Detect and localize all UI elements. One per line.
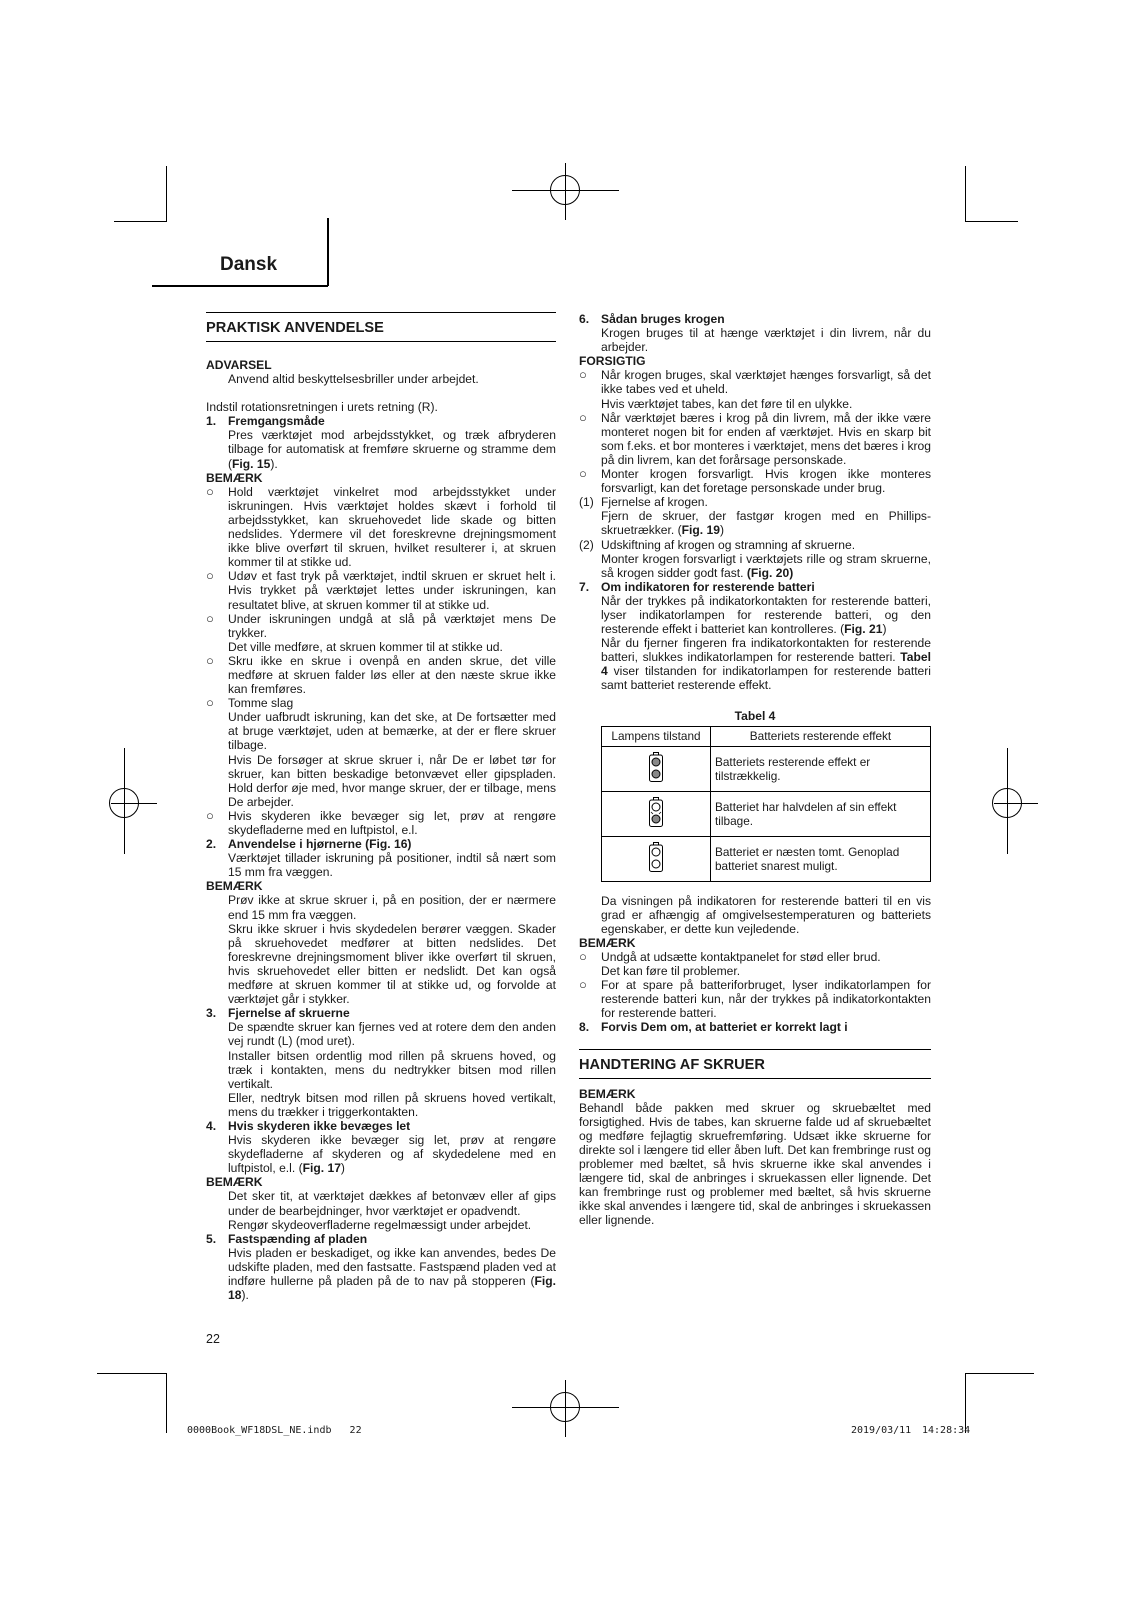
- footer-filename: 0000Book_WF18DSL_NE.indb 22: [187, 1425, 362, 1436]
- section-title-screw-handling: HANDTERING AF SKRUER: [579, 1049, 931, 1079]
- note-heading: BEMÆRK: [206, 879, 263, 894]
- rotation-clockwise-symbol: (R).: [417, 400, 438, 415]
- battery-full-icon: [649, 752, 663, 785]
- footer-time: 14:28:34: [922, 1425, 971, 1436]
- bullet-continuation: Under uafbrudt iskruning, kan det ske, at De fortsætter med at bruge værktøjet, uden at bemærke, at der er flere skruer tilbage.: [228, 710, 556, 753]
- handling-text: Behandl både pakken med skruer og skruebæltet med forsigtighed. Hvis de tabes, kan skruerne falde ud af skruebæltet og medføre fejlagtig skruefremføring. Udsæt ikke skruerne for direkte sol i længere tid eller åben luft. Det kan frembringe rust og problemer med bæltet, så hvis skruerne ikke skal anvendes i længere tid, skal de anbringes i skruekassen eller lignende. Det kan frembringe rust og problemer med bæltet, så hvis skruerne ikke skal anvendes i længere tid, skal de anbringes i skruekassen eller lignende.: [579, 1100, 931, 1228]
- battery-indicator-table: [601, 726, 931, 882]
- note-text: Skru ikke skruer i hvis skydedelen berører væggen. Skader på skruehovedet medfører at bitten nedslides. Det foreskrevne drejningsmoment bliver ikke overført til skruen, hvis skruehovedet eller bitten er nedslidt. Det kan også medføre at skruen kommer til at stikke ud, og forvolde at værktøjet går i stykker.: [228, 921, 556, 1007]
- step-7-text: Når der trykkes på indikatorkontakten for resterende batteri, lyser indikatorlampen for resterende batteri, og den resterende effekt i batteriet kan kontrolleres. (Fig. 21): [601, 593, 931, 637]
- step-3-text: Installer bitsen ordentlig mod rillen på skruens hoved, og træk i kontakten, mens du nedtrykker bitsen mod rillen vertikalt.: [228, 1048, 556, 1091]
- step-5-heading: 5. Fastspænding af pladen: [206, 1231, 368, 1246]
- step-1-text: Pres værktøjet mod arbejdsstykket, og træk afbryderen tilbage for automatisk at fremføre skruerne og stramme dem (Fig. 15).: [228, 428, 556, 471]
- caution-heading: FORSIGTIG: [579, 354, 646, 369]
- rotation-instruction: Indstil rotationsretningen i urets retning (R).: [206, 400, 438, 415]
- substep-2-heading: (2) Udskiftning af krogen og stramning af skruerne.: [579, 537, 856, 552]
- table-row: [602, 746, 931, 791]
- bullet-item: ○ For at spare på batteriforbruget, lyser indikatorlampen for resterende batteri kun, når der trykkes på indikatorkontakten for resterende batteri.: [579, 977, 931, 1021]
- note-heading: BEMÆRK: [206, 470, 263, 485]
- note-text: Prøv ikke at skrue skruer i, på en position, der er nærmere end 15 mm fra væggen.: [228, 893, 556, 922]
- note-text: Det sker tit, at værktøjet dækkes af betonvæv eller af gips under de bearbejdninger, hvor værktøjet er opadvendt.: [228, 1189, 556, 1218]
- substep-1-text: Fjern de skruer, der fastgør krogen med en Phillips-skruetrækker. (Fig. 19): [601, 509, 931, 538]
- note-heading: BEMÆRK: [206, 1175, 263, 1190]
- substep-2-text: Monter krogen forsvarligt i værktøjets rille og stram skruerne, så krogen sidder godt fast. (Fig. 20): [601, 551, 931, 580]
- bullet-item: ○ Når krogen bruges, skal værktøjet hænges forsvarligt, så det ikke tabes ved et uheld.: [579, 367, 931, 397]
- note-heading: BEMÆRK: [579, 935, 636, 950]
- table-footnote: Da visningen på indikatoren for resterende batteri til en vis grad er afhængig af omgivelsestemperaturen og batteriets egenskaber, er dette kun vejledende.: [601, 893, 931, 936]
- table-title: Tabel 4: [734, 708, 776, 723]
- table-header-row: [602, 726, 931, 746]
- step-4-text: Hvis skyderen ikke bevæger sig let, prøv at rengøre skydefladerne af skyderen og af skydedelene med en luftpistol, e.l. (Fig. 17): [228, 1133, 556, 1176]
- left-column: [206, 312, 556, 1302]
- note-text: Rengør skydeoverfladerne regelmæssigt under arbejdet.: [228, 1217, 532, 1232]
- bullet-item: ○ Tomme slag: [206, 695, 294, 711]
- table-header-cell: Lampens tilstand: [602, 726, 711, 746]
- bullet-continuation: Hvis De forsøger at skrue skruer i, når De er løbet tør for skruer, kan bitten beskadige betonvævet eller gipspladen. Hold derfor øje med, hvor mange skruer, der er tilbage, mens De arbejder.: [228, 752, 556, 809]
- rotation-counterclockwise-symbol: (L): [277, 1034, 293, 1049]
- table-cell: Batteriets resterende effekt er tilstrækkelig.: [711, 746, 931, 791]
- bullet-item: ○ Monter krogen forsvarligt. Hvis krogen ikke monteres forsvarligt, kan det foretage personskade under brug.: [579, 466, 931, 496]
- step-5-text: Hvis pladen er beskadiget, og ikke kan anvendes, bedes De udskifte pladen, med den fastsatte. Fastspænd pladen ved at indføre hullerne på pladen på de to nav på stopperen (Fig. 18).: [228, 1245, 556, 1303]
- table-cell: Batteriet er næsten tomt. Genoplad batteriet snarest muligt.: [711, 836, 931, 881]
- warning-heading: ADVARSEL: [206, 358, 272, 372]
- step-2-heading: 2. Anvendelse i hjørnerne (Fig. 16): [206, 837, 412, 852]
- bullet-item: ○ Når værktøjet bæres i krog på din livrem, må der ikke være monteret nogen bit for enden af værktøjet. Hvis en skarp bit som f.eks. et bor monteres i værktøjet, mens det bæres i krog på din livrem, kan det forårsage personskade.: [579, 409, 932, 467]
- bullet-item: ○ Hvis skyderen ikke bevæger sig let, prøv at rengøre skydefladerne med en luftpistol, e.l.: [206, 807, 556, 837]
- language-label: Dansk: [220, 254, 278, 275]
- table-row: [602, 836, 931, 881]
- warning-text: Anvend altid beskyttelsesbriller under arbejdet.: [228, 372, 479, 387]
- step-2-text: Værktøjet tillader iskruning på positioner, indtil så nært som 15 mm fra væggen.: [228, 851, 556, 880]
- step-3-text: Eller, nedtryk bitsen mod rillen på skruens hoved vertikalt, mens du trækker i triggerkontakten.: [228, 1090, 556, 1119]
- battery-low-icon: [649, 842, 663, 875]
- step-7-heading: 7. Om indikatoren for resterende batteri: [579, 579, 815, 594]
- step-6-heading: 6. Sådan bruges krogen: [579, 312, 725, 326]
- substep-1-heading: (1) Fjernelse af krogen.: [579, 495, 708, 510]
- right-column: [579, 312, 931, 1228]
- step-4-heading: 4. Hvis skyderen ikke bevæges let: [206, 1118, 411, 1133]
- step-1-heading: 1. Fremgangsmåde: [206, 414, 325, 429]
- step-6-text: Krogen bruges til at hænge værktøjet i din livrem, når du arbejder.: [601, 326, 931, 355]
- bullet-item: ○ Skru ikke en skrue i ovenpå en anden skrue, det ville medføre at skruen falder løs eller at den næste skrue ikke kan fremføres.: [206, 652, 556, 697]
- step-3-text: De spændte skruer kan fjernes ved at rotere dem den anden vej rundt (L) (mod uret).: [228, 1020, 556, 1049]
- note-heading: BEMÆRK: [579, 1086, 636, 1101]
- bullet-item: ○ Undgå at udsætte kontaktpanelet for stød eller brud.: [579, 949, 881, 964]
- section-title-practical-use: PRAKTISK ANVENDELSE: [206, 312, 556, 342]
- footer-date: 2019/03/11: [851, 1425, 912, 1436]
- battery-half-icon: [649, 797, 663, 830]
- page-number: 22: [206, 1332, 220, 1346]
- table-cell: Batteriet har halvdelen af sin effekt tilbage.: [711, 791, 931, 836]
- step-7-text: Når du fjerner fingeren fra indikatorkontakten for resterende batteri, slukkes indikatorlampen for resterende batteri. Tabel 4 viser tilstanden for indikatorlampen for resterende batteri samt batteriet resterende effekt.: [601, 636, 931, 693]
- bullet-continuation: Det kan føre til problemer.: [601, 964, 741, 979]
- bullet-continuation: Hvis værktøjet tabes, kan det føre til en ulykke.: [601, 396, 853, 411]
- table-row: [602, 791, 931, 836]
- bullet-item: ○ Udøv et fast tryk på værktøjet, indtil skruen er skruet helt i. Hvis trykket på værktøjet lettes under iskruningen, kan resultatet blive, at skruen kommer til at stikke ud.: [206, 568, 556, 612]
- bullet-item: ○ Under iskruningen undgå at slå på værktøjet mens De trykker.: [206, 610, 556, 640]
- bullet-continuation: Det ville medføre, at skruen kommer til at stikke ud.: [228, 639, 503, 654]
- table-header-cell: Batteriets resterende effekt: [711, 726, 931, 746]
- step-8-heading: 8. Forvis Dem om, at batteriet er korrekt lagt i: [579, 1020, 848, 1035]
- bullet-item: ○ Hold værktøjet vinkelret mod arbejdsstykket under iskruningen. Hvis værktøjet holdes skævt i forhold til arbejdsstykket, kan skruehovedet lide skade og bitten nedslides. Ydermere vil det foreskrevne drejningsmoment ikke blive overført til skruen, hvilket resulterer i, at skruen kommer til at stikke ud.: [206, 483, 556, 570]
- step-3-heading: 3. Fjernelse af skruerne: [206, 1006, 350, 1021]
